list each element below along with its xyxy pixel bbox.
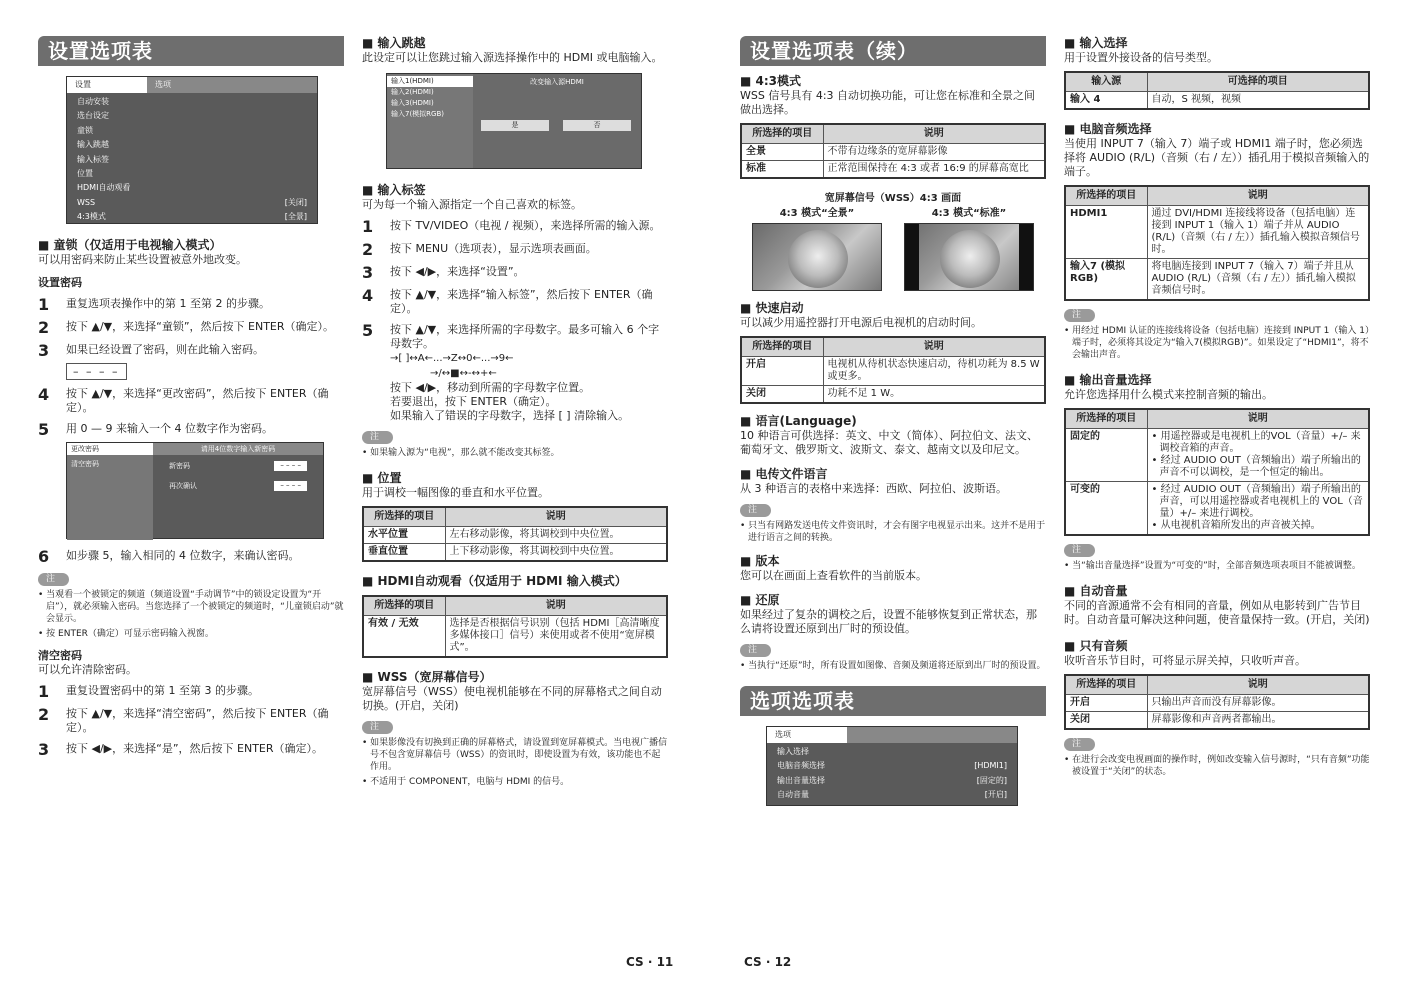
mode43-text: WSS 信号具有 4:3 自动切换功能，可让您在标准和全景之间做出选择。 — [740, 89, 1036, 116]
step: 4 按下 ▲/▼，来选择“输入标签”，然后按下 ENTER（确定）。 — [362, 286, 653, 315]
table-row: 关闭 功耗不足 1 W。 — [741, 386, 1045, 404]
tab-setup[interactable]: 设置 — [67, 77, 147, 93]
note-badge: 注 — [740, 504, 771, 517]
input-skip-screen: 输入1(HDMI) 输入2(HDMI) 输入3(HDMI) 输入7(模拟RGB) 改变输入源HDMI 是 否 — [386, 73, 642, 169]
output-volume-table: 所选择的项目 说明 固定的 • 用遥控器或是电视机上的VOL（音量）+/– 来调校音箱的声音。 • 经过 AUDIO OUT（音频输出）端子所输出的声音不可以调校，是一个恒定的输出。 可变的 • 经过 AUDIO OUT（音频输出）端子所输出的声音，可以用遥控器或者电视机上的 VOL（音量）+/– 来进行调校。 • 从电视机音箱所发出的声音被关掉。 — [1064, 408, 1370, 536]
input-list-item[interactable]: 输入1(HDMI) — [387, 76, 473, 87]
position-text: 用于调校一幅图像的垂直和水平位置。 — [362, 486, 549, 499]
note-badge: 注 — [740, 644, 771, 657]
figure-caption: 4:3 模式“标准” — [931, 208, 1007, 219]
note-item: • 当“输出音量选择”设置为“可变的”时，全部音频选项表项目不能被调整。 — [1064, 560, 1370, 572]
auto-volume-text: 不同的音源通常不会有相同的音量，例如从电影转到广告节目时。自动音量可解决这种问题，使音量保持一致。(开启，关闭) — [1064, 599, 1370, 626]
note-item: • 按 ENTER（确定）可显示密码输入视窗。 — [38, 628, 344, 640]
child-lock-text: 可以用密码来防止某些设置被意外地改变。 — [38, 253, 247, 266]
option-menu-title: 选项选项表 — [740, 686, 1046, 716]
step: 2 按下 ▲/▼，来选择“童锁”，然后按下 ENTER（确定）。 — [38, 318, 335, 337]
hdmi-auto-heading: ■ HDMI自动观看（仅适用于 HDMI 输入模式） — [362, 574, 668, 589]
note-badge: 注 — [1064, 544, 1095, 557]
note-item: • 如果输入源为“电视”，那么就不能改变其标签。 — [362, 447, 668, 459]
menu-list — [67, 93, 317, 225]
step: 2 按下 ▲/▼，来选择“清空密码”，然后按下 ENTER（确定）。 — [38, 705, 329, 734]
menu-item[interactable]: 输入跳越 — [77, 140, 109, 150]
step: 5 用 0 — 9 来输入一个 4 位数字作为密码。 — [38, 420, 273, 439]
wss-text: 宽屏幕信号（WSS）使电视机能够在不同的屏幕格式之间自动切换。(开启，关闭) — [362, 685, 662, 712]
column-2 — [362, 36, 668, 788]
note-item: • 只当有网路发送电传文件资讯时，才会有图字电视显示出来。这并不是用于进行语言之间的转换。 — [740, 520, 1046, 544]
note-badge: 注 — [38, 573, 69, 586]
teletext-heading: ■ 电传文件语言 — [740, 467, 1046, 482]
menu-item[interactable]: 选台设定 — [77, 111, 109, 121]
quick-start-heading: ■ 快速启动 — [740, 301, 1046, 316]
step: 1 重复选项表操作中的第 1 至第 2 的步骤。 — [38, 295, 270, 314]
menu-item[interactable]: 电脑音频选择 [HDMI1] — [777, 761, 1007, 771]
menu-item[interactable]: 4:3模式 [全景] — [77, 212, 307, 222]
char-sequence: →[ ]↔A←...→Z↔0←...→9← — [390, 353, 514, 364]
note-item: • 不适用于 COMPONENT，电脑与 HDMI 的信号。 — [362, 776, 668, 788]
pc-audio-table: 所选择的项目 说明 HDMI1 通过 DVI/HDMI 连接线将设备（包括电脑）连接到 INPUT 1（输入 1）端子并从 AUDIO (R/L)（音频（右 / 左））插孔输入模拟音频信号时。 输入7 (模拟RGB) 将电脑连接到 INPUT 7（输入 7）端子并且从 AUDIO (R/L)（音频（右 / 左））插孔输入模拟音频信号时。 — [1064, 185, 1370, 301]
menu-tabs — [67, 77, 317, 93]
table-row: 开启 电视机从待机状态快速启动，待机功耗为 8.5 W 或更多。 — [741, 357, 1045, 386]
note-badge: 注 — [362, 721, 393, 734]
table-row: 水平位置 左右移动影像，将其调校到中央位置。 — [363, 527, 667, 544]
note-item: • 如果影像没有切换到正确的屏幕格式，请设置到宽屏幕模式。当电视广播信号不包含宽屏幕信号（WSS）的资讯时，即使设置为有效，该功能也不起作用。 — [362, 737, 668, 773]
column-3 — [740, 36, 1046, 806]
table-row: 可变的 • 经过 AUDIO OUT（音频输出）端子所输出的声音，可以用遥控器或者电视机上的 VOL（音量）+/– 来进行调校。 • 从电视机音箱所发出的声音被关掉。 — [1065, 482, 1369, 536]
step: 1 按下 TV/VIDEO（电视 / 视频），来选择所需的输入源。 — [362, 217, 661, 236]
audio-only-table: 所选择的项目 说明 开启 只输出声音而没有屏幕影像。 关闭 屏幕影像和声音两者都输出。 — [1064, 674, 1370, 730]
auto-volume-heading: ■ 自动音量 — [1064, 584, 1370, 599]
reset-heading: ■ 还原 — [740, 593, 1046, 608]
password-box: – – – – — [66, 363, 127, 380]
page-title: 设置选项表 — [38, 36, 344, 66]
table-row: 输入7 (模拟RGB) 将电脑连接到 INPUT 7（输入 7）端子并且从 AUDIO (R/L)（音频（右 / 左））插孔输入模拟音频信号时。 — [1065, 259, 1369, 301]
clear-password-text: 可以允许清除密码。 — [38, 663, 137, 676]
output-volume-text: 允许您选择用什么模式来控制音频的输出。 — [1064, 388, 1273, 401]
version-heading: ■ 版本 — [740, 554, 1046, 569]
change-password-screen: 更改密码 请用4位数字输入新密码 清空密码 新密码 – – – – 再次确认 – – – – — [66, 442, 324, 539]
clear-password-heading: 清空密码 — [38, 649, 82, 662]
setup-menu-screen — [66, 76, 318, 224]
note-item: • 用经过 HDMI 认证的连接线将设备（包括电脑）连接到 INPUT 1（输入 1）端子时，必须将其设定为“输入7(模拟RGB)”。如果设定了“HDMI1”，将不会输出声音。 — [1064, 325, 1370, 361]
input-select-text: 用于设置外接设备的信号类型。 — [1064, 51, 1218, 64]
input-skip-heading: ■ 输入跳越 — [362, 36, 668, 51]
menu-item[interactable]: HDMI自动观看 — [77, 183, 131, 193]
position-table: 所选择的项目 说明 水平位置 左右移动影像，将其调校到中央位置。 垂直位置 上下移动影像，将其调校到中央位置。 — [362, 506, 668, 562]
note-badge: 注 — [1064, 738, 1095, 751]
input-skip-text: 此设定可以让您跳过输入源选择操作中的 HDMI 或电脑输入。 — [362, 51, 663, 64]
new-password-field[interactable]: – – – – — [274, 461, 307, 471]
input-select-table: 输入源 可选择的项目 输入 4 自动，S 视频，视频 — [1064, 71, 1370, 110]
teletext-text: 从 3 种语言的表格中来选择：西欧、阿拉伯、波斯语。 — [740, 482, 1007, 495]
menu-item[interactable]: 位置 — [77, 168, 93, 178]
mode43-heading: ■ 4:3模式 — [740, 74, 1046, 89]
set-password-heading: 设置密码 — [38, 276, 82, 289]
menu-item[interactable]: WSS [关闭] — [77, 197, 307, 207]
menu-item[interactable]: 自动安装 — [77, 97, 109, 106]
note-item: • 在进行会改变电视画面的操作时，例如改变输入信号源时，“只有音频”功能被设置于“关闭”的状态。 — [1064, 754, 1370, 778]
audio-only-text: 收听音乐节目时，可将显示屏关掉，只收听声音。 — [1064, 654, 1306, 667]
mode43-table: 所选择的项目 说明 全景 不带有边缘条的宽屏幕影像 标准 正常范围保持在 4:3 或者 16:9 的屏幕高宽比 — [740, 123, 1046, 179]
page-number: CS · 11 — [626, 955, 674, 969]
input-list-item[interactable]: 输入2(HDMI) — [391, 88, 434, 96]
page-number: CS · 12 — [744, 955, 792, 969]
reset-text: 如果经过了复杂的调校之后，设置不能够恢复到正常状态，那么请将设置还原到出厂时的预设值。 — [740, 608, 1037, 635]
step: 5 按下 ▲/▼，来选择所需的字母数字。最多可输入 6 个字母数字。 →[ ]↔A←...→Z↔0←...→9← →/↔■↔-↔+← 按下 ◀/▶，移动到所需的字母数字位置。 若要退出，按下 ENTER（确定）。 如果输入了错误的字母数字，选择 [ ] 清除输入。 — [362, 321, 660, 422]
menu-item[interactable]: 童锁 — [77, 125, 93, 135]
table-row: 固定的 • 用遥控器或是电视机上的VOL（音量）+/– 来调校音箱的声音。 • 经过 AUDIO OUT（音频输出）端子所输出的声音不可以调校，是一个恒定的输出。 — [1065, 429, 1369, 482]
table-row: 标准 正常范围保持在 4:3 或者 16:9 的屏幕高宽比 — [741, 161, 1045, 179]
quick-start-table: 所选择的项目 说明 开启 电视机从待机状态快速启动，待机功耗为 8.5 W 或更多。 关闭 功耗不足 1 W。 — [740, 336, 1046, 404]
child-lock-heading: ■ 童锁（仅适用于电视输入模式） — [38, 238, 344, 253]
input-select-heading: ■ 输入选择 — [1064, 36, 1370, 51]
figure-caption: 4:3 模式“全景” — [779, 208, 855, 219]
char-sequence: →/↔■↔-↔+← — [430, 368, 497, 379]
step: 1 重复设置密码中的第 1 至第 3 的步骤。 — [38, 682, 259, 701]
input-label-heading: ■ 输入标签 — [362, 183, 668, 198]
note-badge: 注 — [1064, 309, 1095, 322]
yes-button[interactable]: 是 — [481, 120, 549, 131]
input-label-text: 可为每一个输入源指定一个自己喜欢的标签。 — [362, 198, 582, 211]
wss-figure — [740, 204, 1046, 291]
menu-item[interactable]: 输入标签 — [77, 154, 109, 164]
note-badge: 注 — [362, 431, 393, 444]
menu-item[interactable]: 自动音量 [开启] — [777, 790, 1007, 800]
input-list — [387, 74, 473, 168]
column-1 — [38, 36, 344, 758]
position-heading: ■ 位置 — [362, 471, 668, 486]
page-title: 设置选项表（续） — [740, 36, 1046, 66]
audio-only-heading: ■ 只有音频 — [1064, 639, 1370, 654]
table-row: 全景 不带有边缘条的宽屏幕影像 — [741, 144, 1045, 161]
lion-image — [904, 223, 1034, 291]
table-row: 有效 / 无效 选择是否根据信号识别（包括 HDMI［高清晰度多媒体接口］信号）来使用或者不使用“宽屏模式”。 — [363, 616, 667, 658]
table-row: HDMI1 通过 DVI/HDMI 连接线将设备（包括电脑）连接到 INPUT 1（输入 1）端子并从 AUDIO (R/L)（音频（右 / 左））插孔输入模拟音频信号时。 — [1065, 206, 1369, 259]
input-list-item[interactable]: 输入3(HDMI) — [391, 99, 434, 107]
step: 6 如步骤 5，输入相同的 4 位数字，来确认密码。 — [38, 547, 300, 566]
quick-start-text: 可以减少用遥控器打开电源后电视机的启动时间。 — [740, 316, 982, 329]
no-button[interactable]: 否 — [563, 120, 631, 131]
pc-audio-heading: ■ 电脑音频选择 — [1064, 122, 1370, 137]
menu-item[interactable]: 输出音量选择 [固定的] — [777, 775, 1007, 785]
menu-list — [767, 743, 1017, 803]
confirm-password-field[interactable]: – – – – — [274, 481, 307, 491]
step: 4 按下 ▲/▼，来选择“更改密码”，然后按下 ENTER（确定）。 — [38, 385, 329, 414]
hdmi-auto-table: 所选择的项目 说明 有效 / 无效 选择是否根据信号识别（包括 HDMI［高清晰度多媒体接口］信号）来使用或者不使用“宽屏模式”。 — [362, 595, 668, 658]
lion-image — [752, 223, 882, 291]
step: 2 按下 MENU（选项表），显示选项表画面。 — [362, 240, 597, 259]
input-list-item[interactable]: 输入7(模拟RGB) — [391, 110, 445, 118]
version-text: 您可以在画面上查看软件的当前版本。 — [740, 569, 927, 582]
tab-option[interactable]: 选项 — [155, 80, 171, 89]
step: 3 按下 ◀/▶，来选择“是”，然后按下 ENTER（确定）。 — [38, 740, 324, 759]
wss-heading: ■ WSS（宽屏幕信号） — [362, 670, 668, 685]
clear-password-item: 清空密码 — [67, 455, 153, 540]
pc-audio-text: 当使用 INPUT 7（输入 7）端子或 HDMI1 端子时，您必须选择将 AUDIO (R/L)（音频（右 / 左））插孔用于模拟音频输入的端子。 — [1064, 137, 1370, 178]
wss-figure-title: 宽屏幕信号（WSS）4:3 画面 — [824, 193, 962, 204]
table-row: 开启 只输出声音而没有屏幕影像。 — [1065, 695, 1369, 712]
step: 3 如果已经设置了密码，则在此输入密码。 — [38, 341, 264, 360]
tab-option[interactable]: 选项 — [767, 727, 847, 743]
note-item: • 当观看一个被锁定的频道（频道设置“手动调节”中的锁设定设置为“开启”），就必须输入密码。当您选择了一个被锁定的频道时，“儿童锁启动”就会显示。 — [38, 589, 344, 625]
column-4 — [1064, 36, 1370, 778]
table-row: 垂直位置 上下移动影像，将其调校到中央位置。 — [363, 544, 667, 562]
option-menu-screen — [766, 726, 1018, 806]
output-volume-heading: ■ 输出音量选择 — [1064, 373, 1370, 388]
step: 3 按下 ◀/▶，来选择“设置”。 — [362, 263, 525, 282]
note-item: • 当执行“还原”时，所有设置如图像、音频及频道将还原到出厂时的预设置。 — [740, 660, 1046, 672]
table-row: 输入 4 自动，S 视频，视频 — [1065, 92, 1369, 110]
language-text: 10 种语言可供选择：英文、中文（简体）、阿拉伯文、法文、葡萄牙文、俄罗斯文、波斯文、泰文、越南文以及印尼文。 — [740, 429, 1038, 456]
language-heading: ■ 语言(Language) — [740, 414, 1046, 429]
menu-item[interactable]: 输入选择 — [777, 747, 809, 756]
pw-screen-head: 更改密码 请用4位数字输入新密码 — [67, 443, 323, 455]
table-row: 关闭 屏幕影像和声音两者都输出。 — [1065, 712, 1369, 730]
